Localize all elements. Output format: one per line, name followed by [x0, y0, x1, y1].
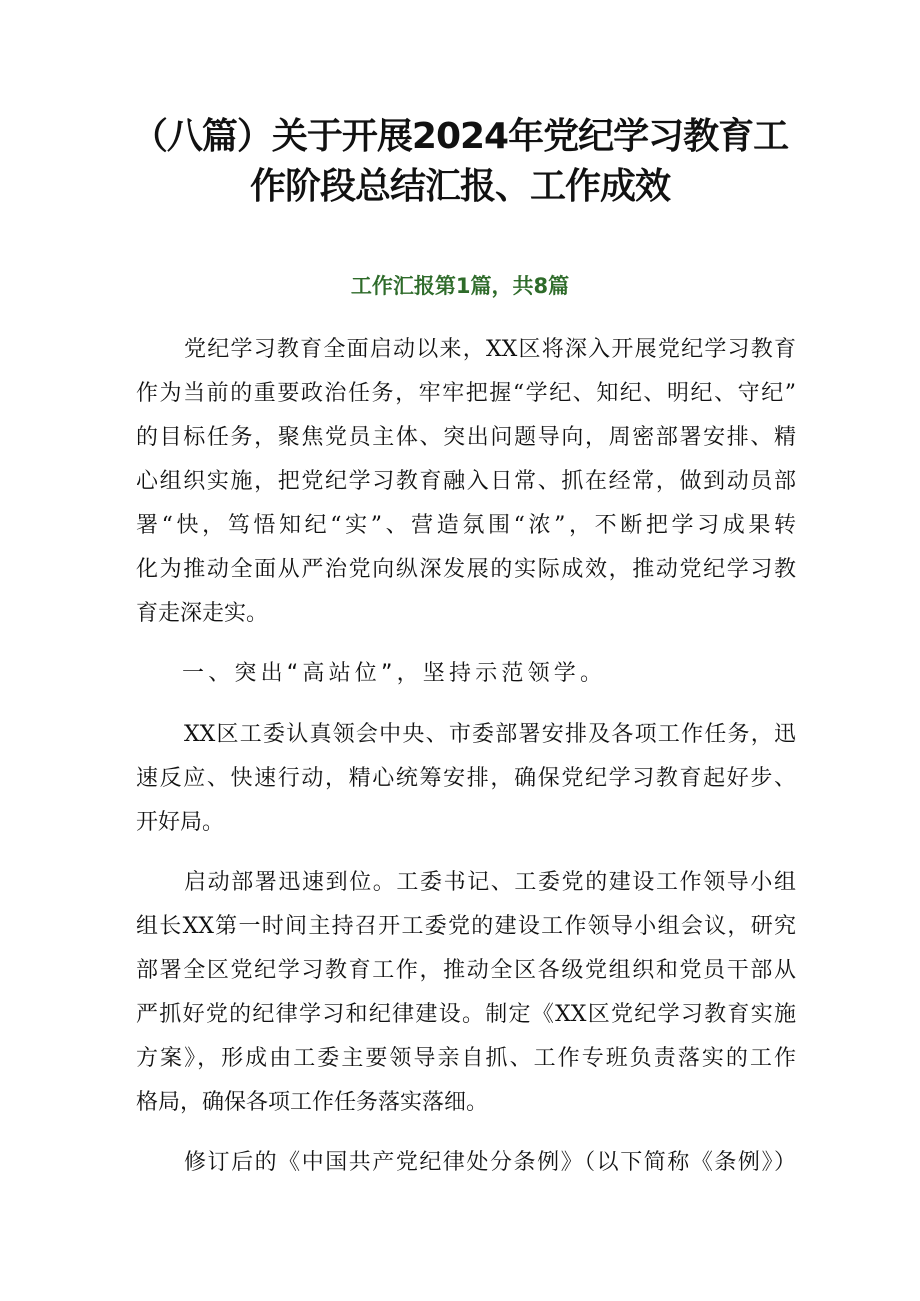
- paragraph-1-line-6: 化为推动全面从严治党向纵深发展的实际成效，推动党纪学习教: [136, 557, 796, 582]
- document-title-line-1: （八篇）关于开展2024年党纪学习教育工: [131, 116, 789, 157]
- paragraph-2-line-3: 开好局。: [136, 810, 225, 835]
- paragraph-2-line-1: XX区工委认真领会中央、市委部署安排及各项工作任务，迅: [184, 722, 796, 747]
- paragraph-1-line-7: 育走深走实。: [136, 601, 269, 626]
- paragraph-3-line-3: 部署全区党纪学习教育工作，推动全区各级党组织和党员干部从: [136, 958, 796, 983]
- paragraph-3-line-2: 组长XX第一时间主持召开工委党的建设工作领导小组会议，研究: [136, 914, 796, 939]
- paragraph-3-line-4: 严抓好党的纪律学习和纪律建设。制定《XX区党纪学习教育实施: [136, 1002, 796, 1027]
- document-subtitle: 工作汇报第1篇，共8篇: [350, 274, 570, 298]
- paragraph-1-line-3: 的目标任务，聚焦党员主体、突出问题导向，周密部署安排、精: [136, 425, 796, 450]
- paragraph-3-line-1: 启动部署迅速到位。工委书记、工委党的建设工作领导小组: [184, 870, 796, 895]
- paragraph-3-line-5: 方案》，形成由工委主要领导亲自抓、工作专班负责落实的工作: [136, 1046, 796, 1071]
- document-title-line-2: 作阶段总结汇报、工作成效: [249, 166, 670, 207]
- paragraph-4-line-1: 修订后的《中国共产党纪律处分条例》（以下简称《条例》）: [184, 1150, 796, 1175]
- paragraph-1-line-2: 作为当前的重要政治任务，牢牢把握“学纪、知纪、明纪、守纪”: [136, 381, 796, 406]
- paragraph-2-line-2: 速反应、快速行动，精心统筹安排，确保党纪学习教育起好步、: [136, 766, 796, 791]
- paragraph-1-line-5: 署“快，笃悟知纪“实”、营造氛围“浓”，不断把学习成果转: [136, 513, 796, 538]
- paragraph-1-line-1: 党纪学习教育全面启动以来，XX区将深入开展党纪学习教育: [184, 337, 796, 362]
- paragraph-1-line-4: 心组织实施，把党纪学习教育融入日常、抓在经常，做到动员部: [136, 469, 796, 494]
- paragraph-3-line-6: 格局，确保各项工作任务落实落细。: [136, 1090, 489, 1115]
- section-heading-1: 一、突出“高站位”，坚持示范领学。: [182, 661, 602, 686]
